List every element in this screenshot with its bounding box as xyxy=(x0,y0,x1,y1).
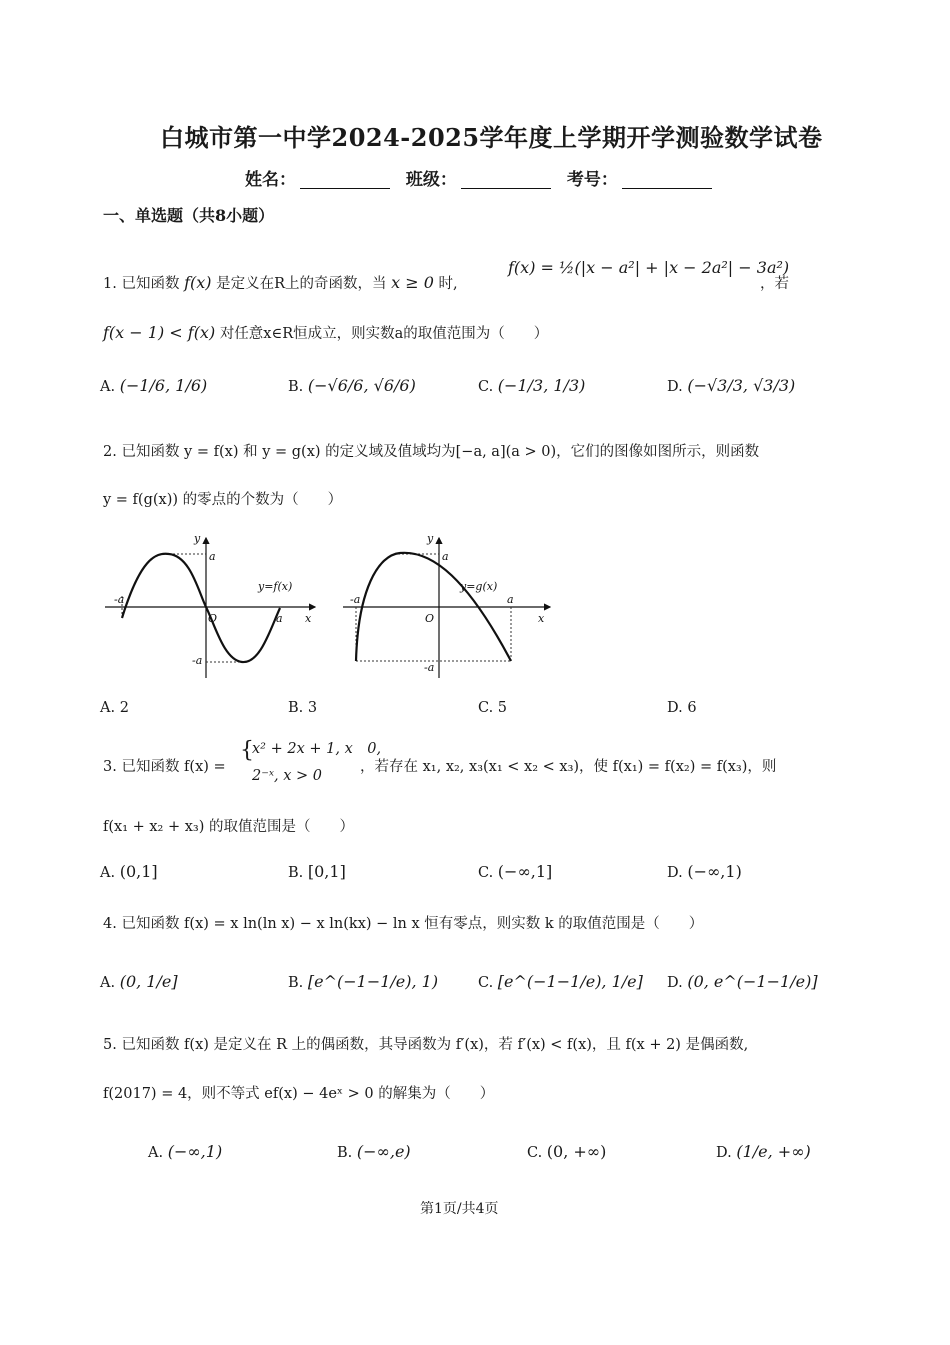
section-heading: 一、单选题（共8小题） xyxy=(103,206,275,225)
class-label: 班级： xyxy=(405,170,457,190)
neg-a-label: -a xyxy=(350,593,361,606)
neg-a-bottom-label: -a xyxy=(192,654,203,667)
student-info-row xyxy=(245,165,712,190)
q5-option-d[interactable]: D. (1/e, +∞) xyxy=(716,1142,811,1161)
question-number: 2. xyxy=(103,444,117,460)
q1-text: 已知函数 xyxy=(121,276,180,292)
q1-text: 时, xyxy=(438,276,458,292)
a-top-label: a xyxy=(209,550,216,563)
q1-inequality: f(x − 1) < f(x) xyxy=(103,323,216,342)
q5-text: 已知函数 f(x) 是定义在 R 上的偶函数，其导函数为 f′(x)，若 f′(x) < f(x)，且 f(x + 2) 是偶函数, xyxy=(121,1037,749,1053)
q3-piece2: 2⁻ˣ, x > 0 xyxy=(252,768,323,784)
question-2-line1 xyxy=(103,440,759,461)
q2-option-a[interactable]: A. 2 xyxy=(100,700,129,716)
q2-option-d[interactable]: D. 6 xyxy=(667,700,697,716)
page-title: 白城市第一中学2024-2025学年度上学期开学测验数学试卷 xyxy=(160,123,823,152)
origin-label: O xyxy=(425,612,435,625)
question-number: 1. xyxy=(103,276,117,292)
q1-fx: f(x) xyxy=(184,273,212,292)
q1-text: ，若 xyxy=(760,276,789,292)
q3-option-d[interactable]: D. (−∞,1) xyxy=(667,862,742,881)
question-4-line1 xyxy=(103,912,703,933)
x-label: x xyxy=(538,612,545,625)
question-number: 5. xyxy=(103,1037,117,1053)
q2-option-c[interactable]: C. 5 xyxy=(478,700,508,716)
page-footer: 第1页/共4页 xyxy=(420,1201,499,1217)
q1-text: 是定义在R上的奇函数，当 xyxy=(216,276,387,292)
exam-no-label: 考号： xyxy=(566,170,618,190)
graph-f xyxy=(100,530,325,680)
q4-option-b[interactable]: B. [e^(−1−1/e), 1) xyxy=(288,972,439,991)
q1-text: 对任意x∈R恒成立，则实数a的取值范围为（ ） xyxy=(219,326,549,342)
q3-option-a[interactable]: A. (0,1] xyxy=(100,862,158,881)
q2-text: 已知函数 y = f(x) 和 y = g(x) 的定义域及值域均为[−a, a](a > 0)，它们的图像如图所示，则函数 xyxy=(121,444,760,460)
q1-option-c[interactable]: C. (−1/3, 1/3) xyxy=(478,376,586,395)
q1-option-d[interactable]: D. (−√3/3, √3/3) xyxy=(667,376,796,395)
class-blank xyxy=(461,170,551,189)
q3-text: ，若存在 x₁, x₂, x₃(x₁ < x₂ < x₃)，使 f(x₁) = f(x₂) = f(x₃)，则 xyxy=(360,759,777,775)
x-label: x xyxy=(305,612,312,625)
question-2-line2: y = f(g(x)) 的零点的个数为（ ） xyxy=(103,492,343,508)
q3-piece1: x² + 2x + 1, x 0, xyxy=(252,741,382,757)
q4-option-a[interactable]: A. (0, 1/e] xyxy=(100,972,178,991)
q5-option-a[interactable]: A. (−∞,1) xyxy=(148,1142,223,1161)
curve-label: y=g(x) xyxy=(460,580,498,593)
question-1-line2 xyxy=(103,322,548,343)
q3-option-b[interactable]: B. [0,1] xyxy=(288,862,346,881)
q1-option-a[interactable]: A. (−1/6, 1/6) xyxy=(100,376,208,395)
neg-a-bottom-label: -a xyxy=(424,661,435,674)
q4-text: 已知函数 f(x) = x ln(ln x) − x ln(kx) − ln x 恒有零点，则实数 k 的取值范围是（ ） xyxy=(121,916,704,932)
graph-g xyxy=(338,530,563,680)
question-5-line2: f(2017) = 4，则不等式 ef(x) − 4eˣ > 0 的解集为（ ） xyxy=(103,1086,495,1102)
exam-no-blank xyxy=(622,170,712,189)
q2-option-b[interactable]: B. 3 xyxy=(288,700,318,716)
y-label: y xyxy=(427,532,434,545)
q4-option-d[interactable]: D. (0, e^(−1−1/e)] xyxy=(667,972,818,991)
a-top-label: a xyxy=(442,550,449,563)
y-label: y xyxy=(194,532,201,545)
piecewise-brace: { xyxy=(240,738,254,763)
q1-condition: x ≥ 0 xyxy=(391,273,434,292)
name-label: 姓名： xyxy=(245,170,296,190)
q3-text: 已知函数 f(x) = xyxy=(121,759,226,775)
origin-label: O xyxy=(208,612,218,625)
q1-formula: f(x) = ½(|x − a²| + |x − 2a²| − 3a²) xyxy=(508,258,790,277)
question-3-line2: f(x₁ + x₂ + x₃) 的取值范围是（ ） xyxy=(103,819,354,835)
q5-option-b[interactable]: B. (−∞,e) xyxy=(337,1142,411,1161)
curve-f xyxy=(122,554,280,662)
name-blank xyxy=(300,170,390,189)
q1-option-b[interactable]: B. (−√6/6, √6/6) xyxy=(288,376,416,395)
q4-option-c[interactable]: C. [e^(−1−1/e), 1/e] xyxy=(478,972,643,991)
curve-label: y=f(x) xyxy=(258,580,293,593)
question-5-line1 xyxy=(103,1033,748,1054)
question-1-line1 xyxy=(103,272,458,293)
question-number: 4. xyxy=(103,916,117,932)
question-3-line1 xyxy=(103,755,226,776)
neg-a-label: -a xyxy=(114,593,125,606)
q3-option-c[interactable]: C. (−∞,1] xyxy=(478,862,553,881)
question-number: 3. xyxy=(103,759,117,775)
a-right-label: a xyxy=(276,612,283,625)
a-right-label: a xyxy=(507,593,514,606)
q5-option-c[interactable]: C. (0, +∞) xyxy=(527,1142,607,1161)
